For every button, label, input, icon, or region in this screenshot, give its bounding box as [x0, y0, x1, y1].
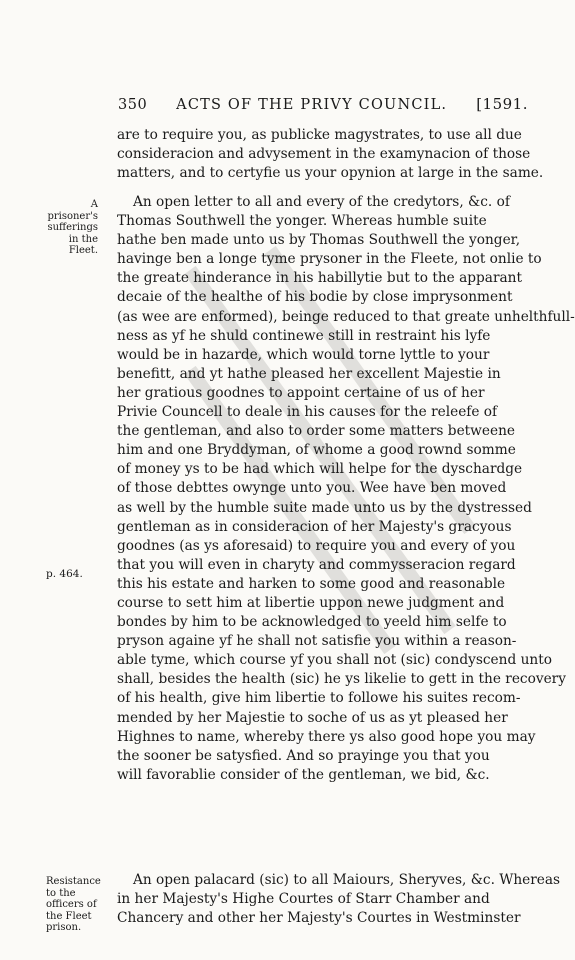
- text-line: decaie of the healthe of his bodie by close imprysonment: [117, 289, 513, 306]
- running-title: ACTS OF THE PRIVY COUNCIL.: [176, 97, 448, 113]
- text-line: able tyme, which course yf you shall not (sic) condyscend unto: [117, 652, 552, 669]
- text-line: hathe ben made unto us by Thomas Southwell the yonger,: [117, 232, 521, 249]
- text-line: bondes by him to be acknowledged to yeeld him selfe to: [117, 614, 507, 631]
- text-line: (as wee are enformed), beinge reduced to that greate unhelthfull-: [117, 308, 575, 325]
- text-line: her gratious goodnes to appoint certaine of us of her: [117, 384, 485, 401]
- text-line: matters, and to certyfie us your opynion at large in the same.: [117, 165, 544, 182]
- page-number: 350: [118, 97, 148, 113]
- page-header: [118, 95, 528, 113]
- paragraph-southwell-letter: [117, 193, 575, 785]
- text-line: mended by her Majestie to soche of us as yt pleased her: [117, 709, 508, 726]
- text-line: ness as yf he shuld continewe still in restraint his lyfe: [117, 327, 491, 344]
- text-line: Chancery and other her Majesty's Courtes in Westminster: [117, 910, 521, 927]
- text-line: of money ys to be had which will helpe for the dyschardge: [117, 461, 523, 478]
- text-line: goodnes (as ys aforesaid) to require you and every of you: [117, 537, 516, 554]
- margin-note-resistance: Resistance to the officers of the Fleet prison.: [46, 876, 101, 933]
- paragraph-open-placard: [117, 871, 561, 928]
- text-line: Privie Councell to deale in his causes for the releefe of: [117, 404, 498, 421]
- text-line: the gentleman, and also to order some matters betweene: [117, 423, 516, 440]
- text-line: consideracion and advysement in the examynacion of those: [117, 146, 531, 163]
- text-line: him and one Bryddyman, of whome a good rownd somme: [117, 442, 516, 459]
- text-line: Highnes to name, whereby there ys also good hope you may: [117, 728, 536, 745]
- text-line: An open palacard (sic) to all Maiours, Sheryves, &c. Whereas: [133, 872, 561, 888]
- text-line: course to sett him at libertie uppon newe judgment and: [117, 594, 505, 611]
- text-line: pryson againe yf he shall not satisfie you within a reason-: [117, 633, 517, 650]
- text-line: gentleman as in consideracion of her Majesty's gracyous: [117, 518, 512, 535]
- text-line: the sooner be satysfied. And so prayinge you that you: [117, 747, 490, 764]
- text-line: of those debttes owynge unto you. Wee have ben moved: [117, 480, 507, 497]
- text-line: the greate hinderance in his habillytie but to the apparant: [117, 270, 522, 287]
- year-bracket: [1591.: [476, 95, 528, 113]
- text-line: shall, besides the health (sic) he ys likelie to gett in the recovery: [117, 671, 566, 688]
- text-line: that you will even in charyty and commysseracion regard: [117, 556, 516, 573]
- text-line: havinge ben a longe tyme prysoner in the Fleete, not onlie to: [117, 251, 542, 268]
- text-line: would be in hazarde, which would torne lyttle to your: [117, 346, 490, 363]
- margin-note-prisoner: A prisoner's sufferings in the Fleet.: [47, 199, 98, 256]
- text-line: Thomas Southwell the yonger. Whereas humble suite: [117, 213, 487, 230]
- paragraph-continuation: [117, 126, 544, 183]
- text-line: in her Majesty's Highe Courtes of Starr Chamber and: [117, 891, 490, 908]
- text-line: of his health, give him libertie to followe his suites recom-: [117, 690, 521, 707]
- text-line: An open letter to all and every of the credytors, &c. of: [133, 194, 510, 210]
- text-line: will favorablie consider of the gentleman, we bid, &c.: [117, 766, 490, 783]
- text-line: are to require you, as publicke magystrates, to use all due: [117, 127, 522, 143]
- text-line: as well by the humble suite made unto us by the dystressed: [117, 499, 532, 516]
- text-line: benefitt, and yt hathe pleased her excellent Majestie in: [117, 365, 501, 382]
- text-line: this his estate and harken to some good and reasonable: [117, 575, 506, 592]
- margin-page-reference: p. 464.: [46, 568, 83, 580]
